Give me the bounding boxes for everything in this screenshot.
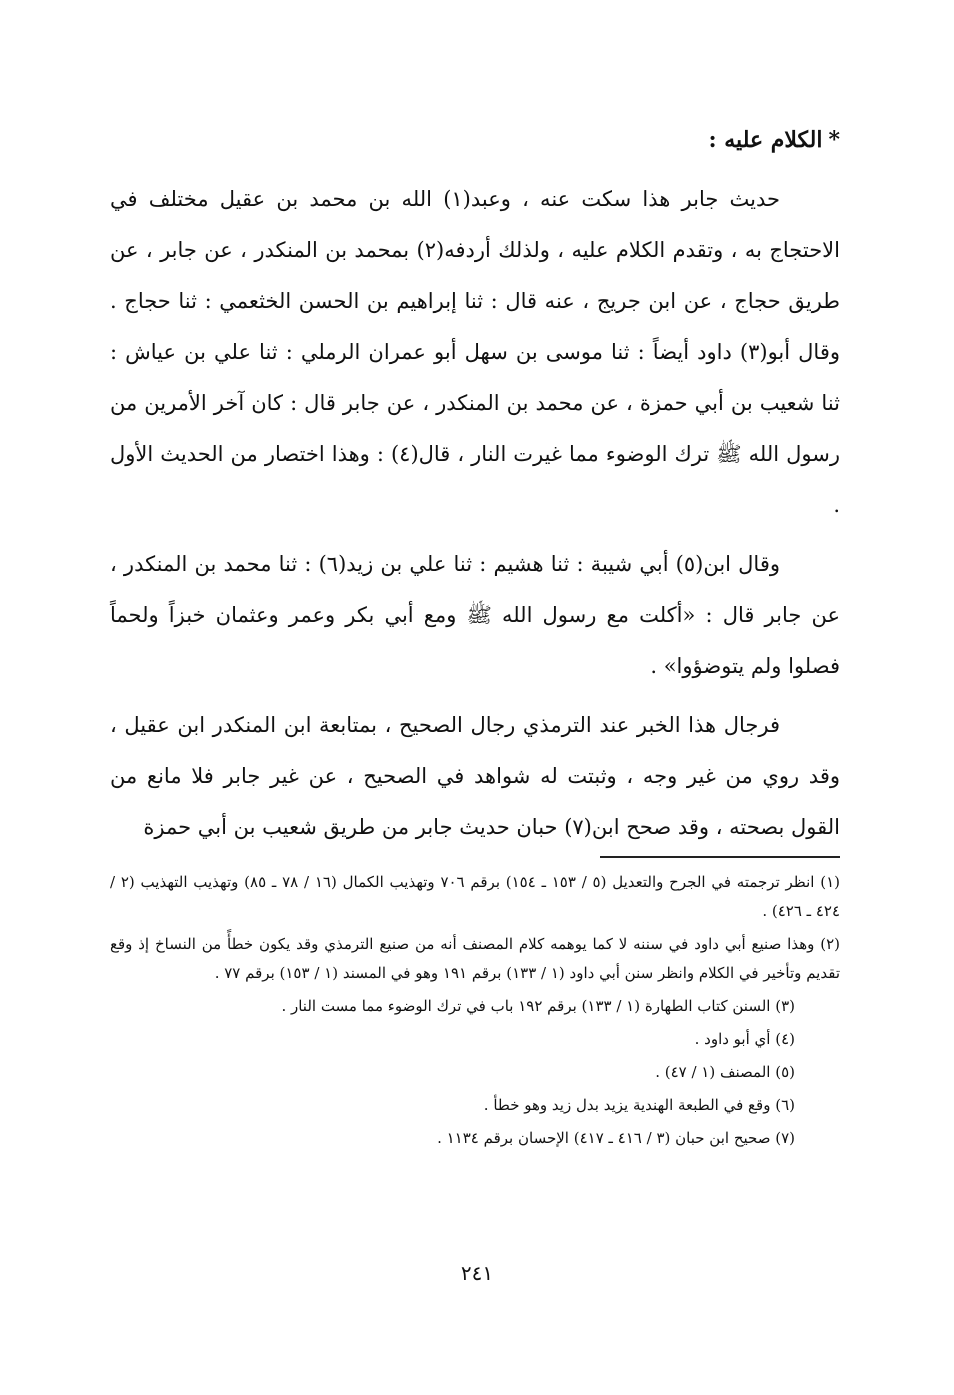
footnote-2: (٢) وهذا صنيع أبي داود في سننه لا كما يوهمه كلام المصنف أنه من صنيع الترمذي وقد يكون خطأً من النساخ إذ وقع تقديم وتأخير في الكلام وانظر سنن أبي داود (١ / ١٣٣) برقم ١٩١ وهو في المسند (١ / ١٥٣) برقم ٧٧ . [110,935,840,982]
footnote-7: (٧) صحيح ابن حبان (٣ / ٤١٦ ـ ٤١٧) الإحسان برقم ١١٣٤ . [437,1129,795,1147]
page-number: ٢٤١ [460,1261,494,1285]
star-icon: * [828,127,840,153]
footnote-5: (٥) المصنف (١ / ٤٧) . [655,1063,795,1081]
footnote-3: (٣) السنن كتاب الطهارة (١ / ١٣٣) برقم ١٩٢ باب في ترك الوضوء مما مست النار . [281,997,795,1015]
paragraph-1: حديث جابر هذا سكت عنه ، وعبد(١) الله بن محمد بن عقيل مختلف في الاحتجاج به ، وتقدم الكلام عليه ، ولذلك أردفه(٢) بمحمد بن المنكدر ، عن جابر ، عن طريق حجاج ، عن ابن جريج ، عنه قال : ثنا إبراهيم بن الحسن الخثعمي : ثنا حجاج . وقال أبو(٣) داود أيضاً : ثنا موسى بن سهل أبو عمران الرملي : ثنا علي بن عياش : ثنا شعيب بن أبي حمزة ، عن محمد بن المنكدر ، عن جابر قال : كان آخر الأمرين من رسول الله ﷺ ترك الوضوء مما غيرت النار ، قال(٤) : وهذا اختصار من الحديث الأول . [110,187,840,517]
heading-text: الكلام عليه : [708,127,823,153]
paragraph-3: فرجال هذا الخبر عند الترمذي رجال الصحيح ، بمتابعة ابن المنكدر ابن عقيل ، وقد روي من غير وجه ، وثبتت له شواهد في الصحيح ، عن غير جابر فلا مانع من القول بصحته ، وقد صحح ابن(٧) حبان حديث جابر من طريق شعيب بن أبي حمزة [110,713,840,839]
footnote-4: (٤) أي أبو داود . [694,1030,795,1048]
section-heading [110,120,840,160]
main-text [110,120,840,861]
footnotes [110,856,840,1157]
footnote-1: (١) انظر ترجمته في الجرح والتعديل (٥ / ١٥٣ ـ ١٥٤) برقم ٧٠٦ وتهذيب الكمال (١٦ / ٧٨ ـ ٨٥) وتهذيب التهذيب (٢ / ٤٢٤ ـ ٤٢٦) . [110,873,841,920]
footnote-divider [600,856,840,858]
footnote-6: (٦) وقع في الطبعة الهندية يزيد بدل زيد وهو خطأ . [483,1096,795,1114]
paragraph-2: وقال ابن(٥) أبي شيبة : ثنا هشيم : ثنا علي بن زيد(٦) : ثنا محمد بن المنكدر ، عن جابر قال : «أكلت مع رسول الله ﷺ ومع أبي بكر وعمر وعثمان خبزاً ولحماً فصلوا ولم يتوضؤوا» . [110,552,840,678]
